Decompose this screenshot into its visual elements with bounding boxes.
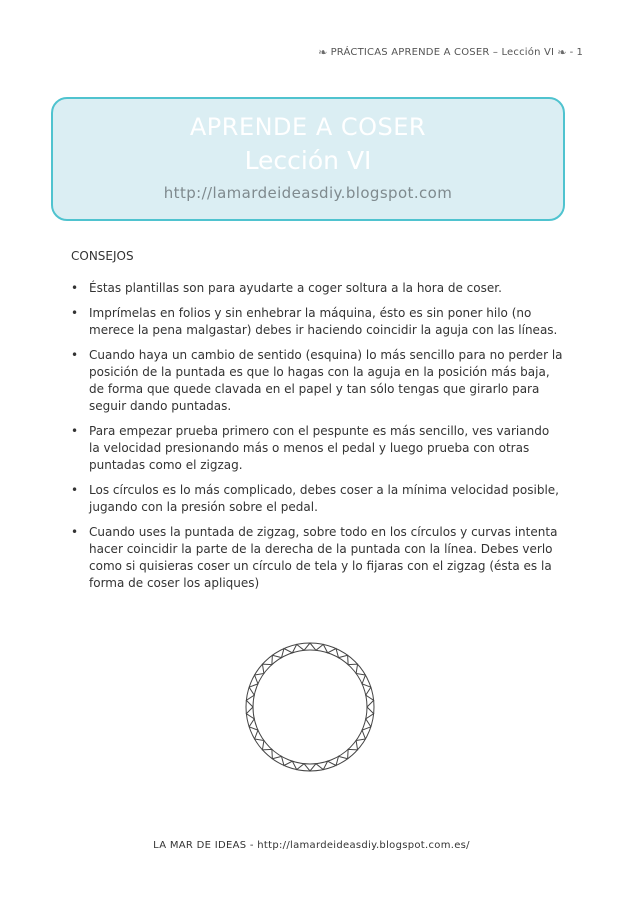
inner-circle: [253, 650, 367, 764]
page-number: 1: [576, 47, 583, 58]
page-footer: LA MAR DE IDEAS - http://lamardeideasdiy.blogspot.com.es/: [153, 840, 470, 851]
page-header: [318, 46, 583, 59]
header-separator: -: [569, 47, 574, 58]
title-url: http://lamardeideasdiy.blogspot.com: [163, 184, 453, 202]
leaf-ornament-icon: ❧: [557, 46, 567, 59]
title-lesson: Lección VI: [244, 146, 372, 175]
list-item: • Para empezar prueba primero con el pespunte es más sencillo, ves variando la velocidad presionando más o menos el pedal y luego prueba con otras puntadas como el zigzag.: [71, 423, 563, 474]
header-title: PRÁCTICAS APRENDE A COSER – Lección VI: [330, 47, 555, 58]
zigzag-circle-template-icon: [240, 637, 380, 777]
zigzag-circle-svg: [240, 637, 380, 777]
title-main: APRENDE A COSER: [189, 113, 427, 141]
leaf-ornament-icon: ❧: [318, 46, 328, 59]
list-item: • Cuando uses la puntada de zigzag, sobre todo en los círculos y curvas intenta hacer coincidir la parte de la derecha de la puntada con la línea. Debes verlo como si quisieras coser un círculo de tela y lo fijaras con el zigzag (ésta es la forma de coser los apliques): [71, 524, 563, 592]
list-item: • Imprímelas en folios y sin enhebrar la máquina, ésto es sin poner hilo (no merece la pena malgastar) debes ir haciendo coincidir la aguja con las líneas.: [71, 305, 563, 339]
tips-list: [71, 280, 563, 600]
title-box: [51, 97, 565, 221]
list-item: • Éstas plantillas son para ayudarte a coger soltura a la hora de coser.: [71, 280, 563, 297]
list-item: • Cuando haya un cambio de sentido (esquina) lo más sencillo para no perder la posición de la puntada es que lo hagas con la aguja en la posición más baja, de forma que quede clavada en el papel y tan sólo tengas que girarlo para seguir dando puntadas.: [71, 347, 563, 415]
outer-circle: [246, 643, 374, 771]
list-item: • Los círculos es lo más complicado, debes coser a la mínima velocidad posible, jugando con la presión sobre el pedal.: [71, 482, 563, 516]
zigzag-stitch: [246, 643, 373, 771]
section-title: CONSEJOS: [71, 249, 134, 263]
